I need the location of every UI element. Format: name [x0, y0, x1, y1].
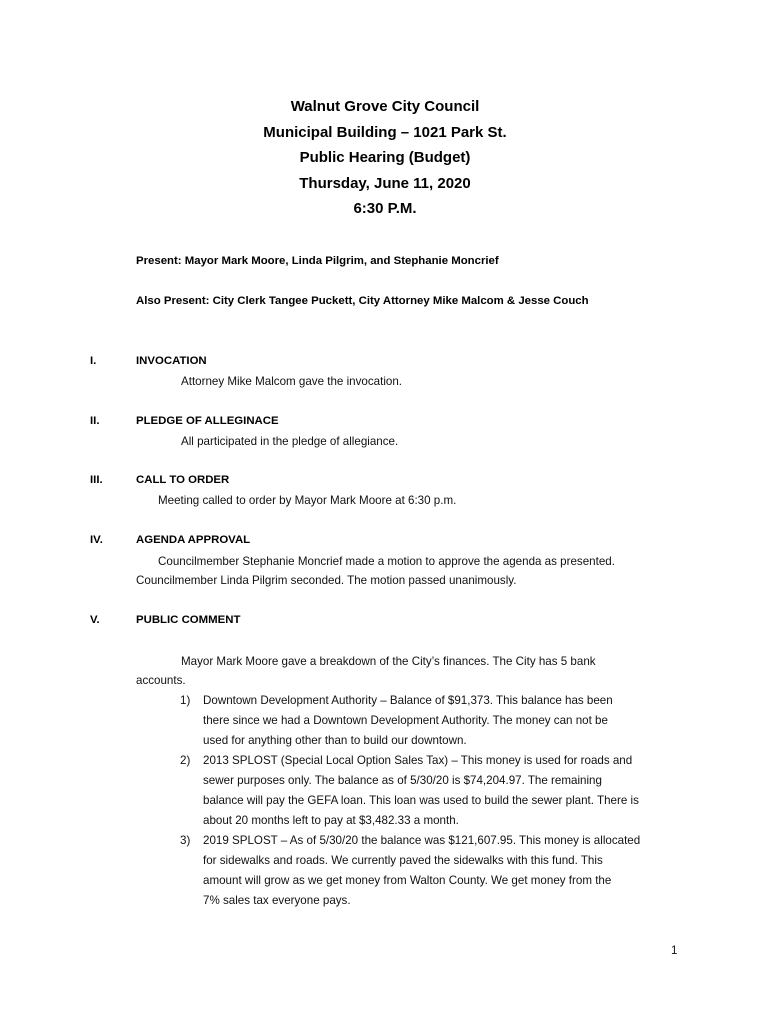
section-text: All participated in the pledge of allegiance. [181, 435, 399, 448]
section-text: Councilmember Stephanie Moncrief made a motion to approve the agenda as presented. [158, 555, 615, 568]
section-title-pledge: PLEDGE OF ALLEGINACE [136, 415, 279, 427]
bank-accounts-list [180, 691, 680, 911]
list-item-line: for sidewalks and roads. We currently paved the sidewalks with this fund. This [203, 854, 603, 867]
list-item-line: Downtown Development Authority – Balance of $91,373. This balance has been [203, 694, 613, 707]
meeting-time: 6:30 P.M. [353, 200, 417, 217]
list-item-line: 2013 SPLOST (Special Local Option Sales Tax) – This money is used for roads and [203, 754, 633, 767]
list-item [180, 751, 680, 831]
list-item-line: about 20 months left to pay at $3,482.33 a month. [203, 814, 459, 827]
section-text: Mayor Mark Moore gave a breakdown of the City’s finances. The City has 5 bank [181, 655, 596, 668]
list-item-line: there since we had a Downtown Development Authority. The money can not be [203, 714, 608, 727]
list-item-number: 2) [180, 754, 191, 767]
list-item [180, 831, 680, 911]
section-title-call-to-order: CALL TO ORDER [136, 474, 230, 486]
section-text: accounts. [136, 674, 186, 687]
meeting-type: Public Hearing (Budget) [299, 149, 471, 166]
section-numeral: IV. [90, 534, 103, 546]
section-text: Meeting called to order by Mayor Mark Moore at 6:30 p.m. [158, 494, 457, 507]
section-numeral: III. [90, 474, 103, 486]
section-text: Councilmember Linda Pilgrim seconded. The motion passed unanimously. [136, 574, 517, 587]
list-item-line: 7% sales tax everyone pays. [203, 894, 351, 907]
section-numeral: I. [90, 355, 97, 367]
section-title-agenda-approval: AGENDA APPROVAL [136, 534, 251, 546]
meeting-location: Municipal Building – 1021 Park St. [263, 123, 507, 141]
list-item-line: 2019 SPLOST – As of 5/30/20 the balance was $121,607.95. This money is allocated [203, 834, 641, 847]
meeting-date: Thursday, June 11, 2020 [299, 174, 471, 192]
list-item-number: 3) [180, 834, 191, 847]
section-numeral: V. [90, 614, 100, 626]
list-item-line: amount will grow as we get money from Walton County. We get money from the [203, 874, 612, 887]
list-item-line: sewer purposes only. The balance as of 5/30/20 is $74,204.97. The remaining [203, 774, 602, 787]
present-list: Present: Mayor Mark Moore, Linda Pilgrim, and Stephanie Moncrief [136, 255, 499, 267]
list-item-line: balance will pay the GEFA loan. This loan was used to build the sewer plant. There is [203, 794, 639, 807]
also-present-list: Also Present: City Clerk Tangee Puckett, City Attorney Mike Malcom & Jesse Couch [136, 295, 589, 307]
meeting-header [0, 94, 770, 222]
council-name: Walnut Grove City Council [290, 98, 480, 115]
section-text: Attorney Mike Malcom gave the invocation. [181, 375, 403, 388]
list-item-line: used for anything other than to build our downtown. [203, 734, 467, 747]
section-title-public-comment: PUBLIC COMMENT [136, 614, 241, 626]
page-number: 1 [671, 944, 678, 957]
list-item-number: 1) [180, 694, 191, 707]
list-item [180, 691, 680, 751]
section-numeral: II. [90, 415, 100, 427]
section-title-invocation: INVOCATION [136, 355, 207, 367]
